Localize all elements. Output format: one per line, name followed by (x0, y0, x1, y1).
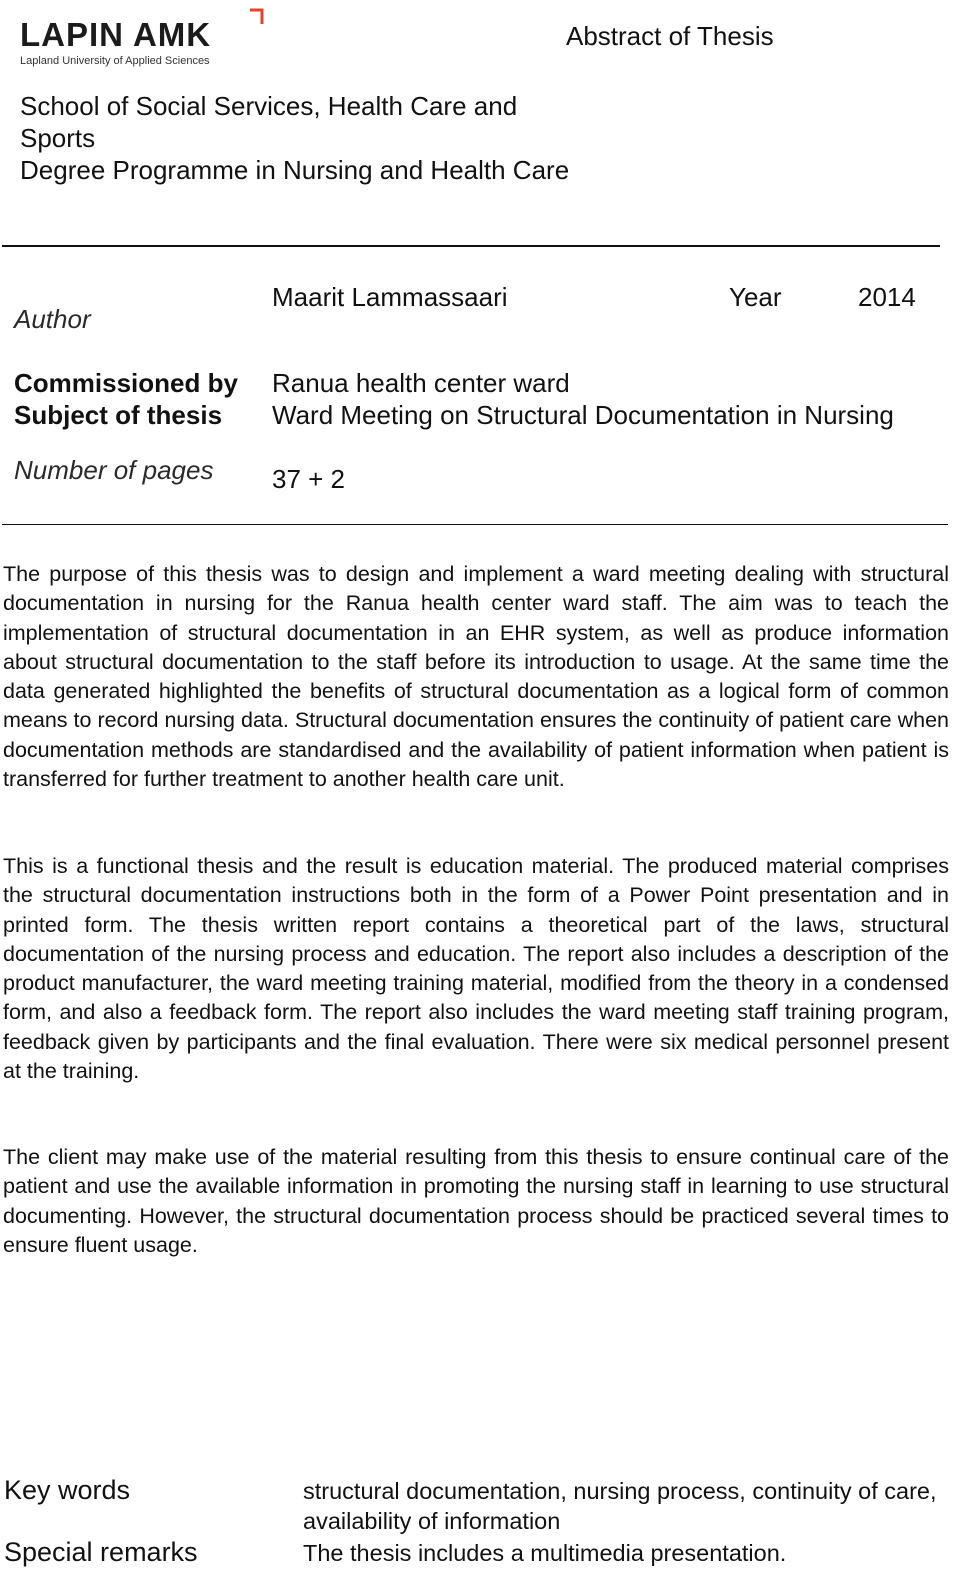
commissioned-label: Commissioned by (14, 368, 238, 398)
abstract-paragraph-2 (3, 852, 949, 1086)
top-divider (2, 245, 940, 247)
institution-logo (20, 6, 260, 68)
remarks-value: The thesis includes a multimedia presentation. (303, 1540, 787, 1566)
abstract-text-3: The client may make use of the material resulting from this thesis to ensure continual care of the patient and use the available information in promoting the nursing staff in learning to use structural documenting. However, the structural documentation process should be practiced several times to ensure fluent usage. (3, 1145, 949, 1257)
subject-label: Subject of thesis (14, 400, 223, 430)
abstract-text-2: This is a functional thesis and the result is education material. The produced material comprises the structural documentation instructions both in the form of a Power Point presentation and in printed form. The thesis written report contains a theoretical part of the laws, structural documentation of the nursing process and education. The report also includes a description of the product manufacturer, the ward meeting training material, modified from the theory in a condensed form, and also a feedback form. The report also includes the ward meeting staff training program, feedback given by participants and the final evaluation. There were six medical personnel present at the training. (3, 854, 949, 1084)
abstract-paragraph-1 (3, 560, 949, 794)
commissioned-value: Ranua health center ward (272, 368, 570, 398)
pages-label: Number of pages (14, 455, 214, 485)
year-value: 2014 (858, 282, 916, 312)
subject-value: Ward Meeting on Structural Documentation in Nursing (272, 400, 894, 430)
logo-text: LAPIN AMK (20, 16, 212, 53)
school-name: School of Social Services, Health Care and Sports (20, 91, 518, 153)
keywords-label: Key words (4, 1475, 131, 1505)
document-type: Abstract of Thesis (566, 21, 774, 51)
middle-divider (2, 524, 948, 525)
logo-corner-mark-icon (248, 8, 266, 26)
degree-programme: Degree Programme in Nursing and Health Care (20, 155, 570, 185)
author-value: Maarit Lammassaari (272, 282, 508, 312)
logo-subtitle: Lapland University of Applied Sciences (20, 55, 210, 67)
school-info (20, 90, 580, 186)
pages-value: 37 + 2 (272, 464, 346, 494)
year-label: Year (729, 282, 782, 312)
author-label: Author (14, 304, 91, 334)
abstract-paragraph-3 (3, 1143, 949, 1260)
remarks-label: Special remarks (4, 1537, 198, 1567)
keywords-value: structural documentation, nursing process, continuity of care, availability of information (303, 1478, 937, 1534)
abstract-text-1: The purpose of this thesis was to design and implement a ward meeting dealing with structural documentation in nursing for the Ranua health center ward staff. The aim was to teach the implementation of structural documentation in an EHR system, as well as produce information about structural documentation to the staff before its introduction to usage. At the same time the data generated highlighted the benefits of structural documentation as a logical form of common means to record nursing data. Structural documentation ensures the continuity of patient care when documentation methods are standardised and the availability of patient information when patient is transferred for further treatment to another health care unit. (3, 562, 949, 792)
